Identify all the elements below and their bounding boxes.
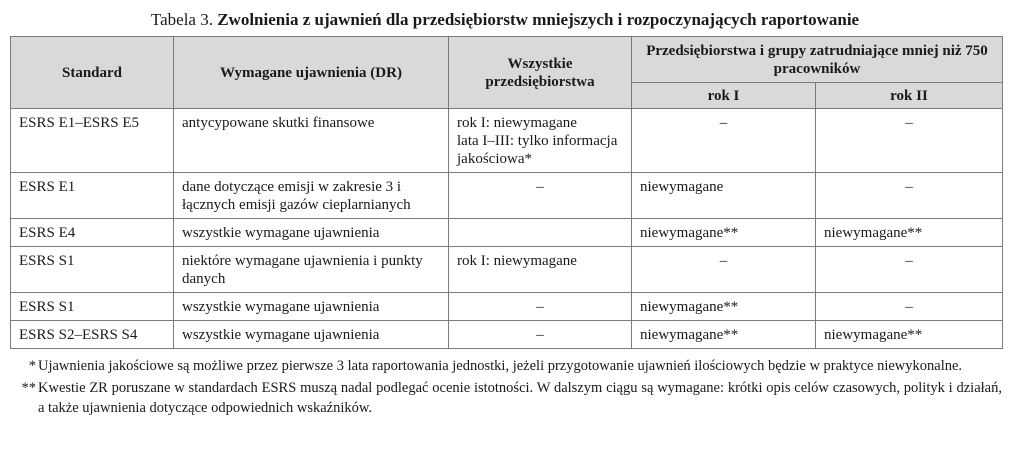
header-required-disclosures: Wymagane ujawnienia (DR) <box>174 37 449 109</box>
footnote-mark: * <box>28 358 36 374</box>
cell-all-enterprises: rok I: niewymagane <box>449 247 632 293</box>
caption-prefix: Tabela 3. <box>150 10 213 29</box>
cell-year-2: – <box>816 173 1003 219</box>
header-standard: Standard <box>11 37 174 109</box>
table-row <box>11 219 1003 247</box>
cell-year-1: niewymagane <box>632 173 816 219</box>
footnote <box>10 378 1002 418</box>
footnote-text: Kwestie ZR poruszane w standardach ESRS muszą nadal podlegać ocenie istotności. W dalszym ciągu są wymagane: krótki opis celów czasowych, polityk i działań, a także ujawnienia dotyczące odpowiednich wskaźników. <box>38 380 1002 416</box>
exemptions-table <box>10 36 1003 349</box>
cell-standard: ESRS E1–ESRS E5 <box>11 109 174 173</box>
cell-all-enterprises: rok I: niewymagane lata I–III: tylko informacja jakościowa* <box>449 109 632 173</box>
cell-year-1: niewymagane** <box>632 321 816 349</box>
cell-year-1: niewymagane** <box>632 219 816 247</box>
cell-year-2: niewymagane** <box>816 219 1003 247</box>
cell-year-2: – <box>816 293 1003 321</box>
footnote-text: Ujawnienia jakościowe są możliwe przez pierwsze 3 lata raportowania jednostki, jeżeli przygotowanie ujawnień ilościowych będzie w praktyce niewykonalne. <box>38 358 963 374</box>
table-row <box>11 293 1003 321</box>
header-all-enterprises: Wszystkie przedsiębiorstwa <box>449 37 632 109</box>
cell-all-enterprises: – <box>449 321 632 349</box>
header-small-enterprises: Przedsiębiorstwa i grupy zatrudniające mniej niż 750 pracowników <box>632 37 1003 83</box>
footnotes <box>10 356 1002 420</box>
header-year-2: rok II <box>816 83 1003 109</box>
cell-all-enterprises: – <box>449 293 632 321</box>
cell-required-disclosures: wszystkie wymagane ujawnienia <box>174 293 449 321</box>
cell-all-enterprises: – <box>449 173 632 219</box>
table-row <box>11 173 1003 219</box>
cell-standard: ESRS E1 <box>11 173 174 219</box>
table-row <box>11 247 1003 293</box>
table-row <box>11 321 1003 349</box>
cell-required-disclosures: antycypowane skutki finansowe <box>174 109 449 173</box>
cell-year-2: niewymagane** <box>816 321 1003 349</box>
table-body <box>11 109 1003 349</box>
footnote-mark: ** <box>21 380 36 396</box>
cell-standard: ESRS S2–ESRS S4 <box>11 321 174 349</box>
cell-year-1: – <box>632 247 816 293</box>
cell-standard: ESRS S1 <box>11 293 174 321</box>
cell-required-disclosures: wszystkie wymagane ujawnienia <box>174 219 449 247</box>
cell-required-disclosures: dane dotyczące emisji w zakresie 3 i łącznych emisji gazów cieplarnianych <box>174 173 449 219</box>
table-row <box>11 109 1003 173</box>
caption-title: Zwolnienia z ujawnień dla przedsiębiorstw mniejszych i rozpoczynających raportowanie <box>217 10 860 29</box>
cell-all-enterprises <box>449 219 632 247</box>
cell-standard: ESRS S1 <box>11 247 174 293</box>
table-caption <box>0 10 1010 30</box>
footnote <box>10 356 1002 376</box>
cell-year-2: – <box>816 247 1003 293</box>
cell-year-1: – <box>632 109 816 173</box>
cell-required-disclosures: niektóre wymagane ujawnienia i punkty danych <box>174 247 449 293</box>
cell-required-disclosures: wszystkie wymagane ujawnienia <box>174 321 449 349</box>
cell-year-2: – <box>816 109 1003 173</box>
header-year-1: rok I <box>632 83 816 109</box>
cell-year-1: niewymagane** <box>632 293 816 321</box>
cell-standard: ESRS E4 <box>11 219 174 247</box>
